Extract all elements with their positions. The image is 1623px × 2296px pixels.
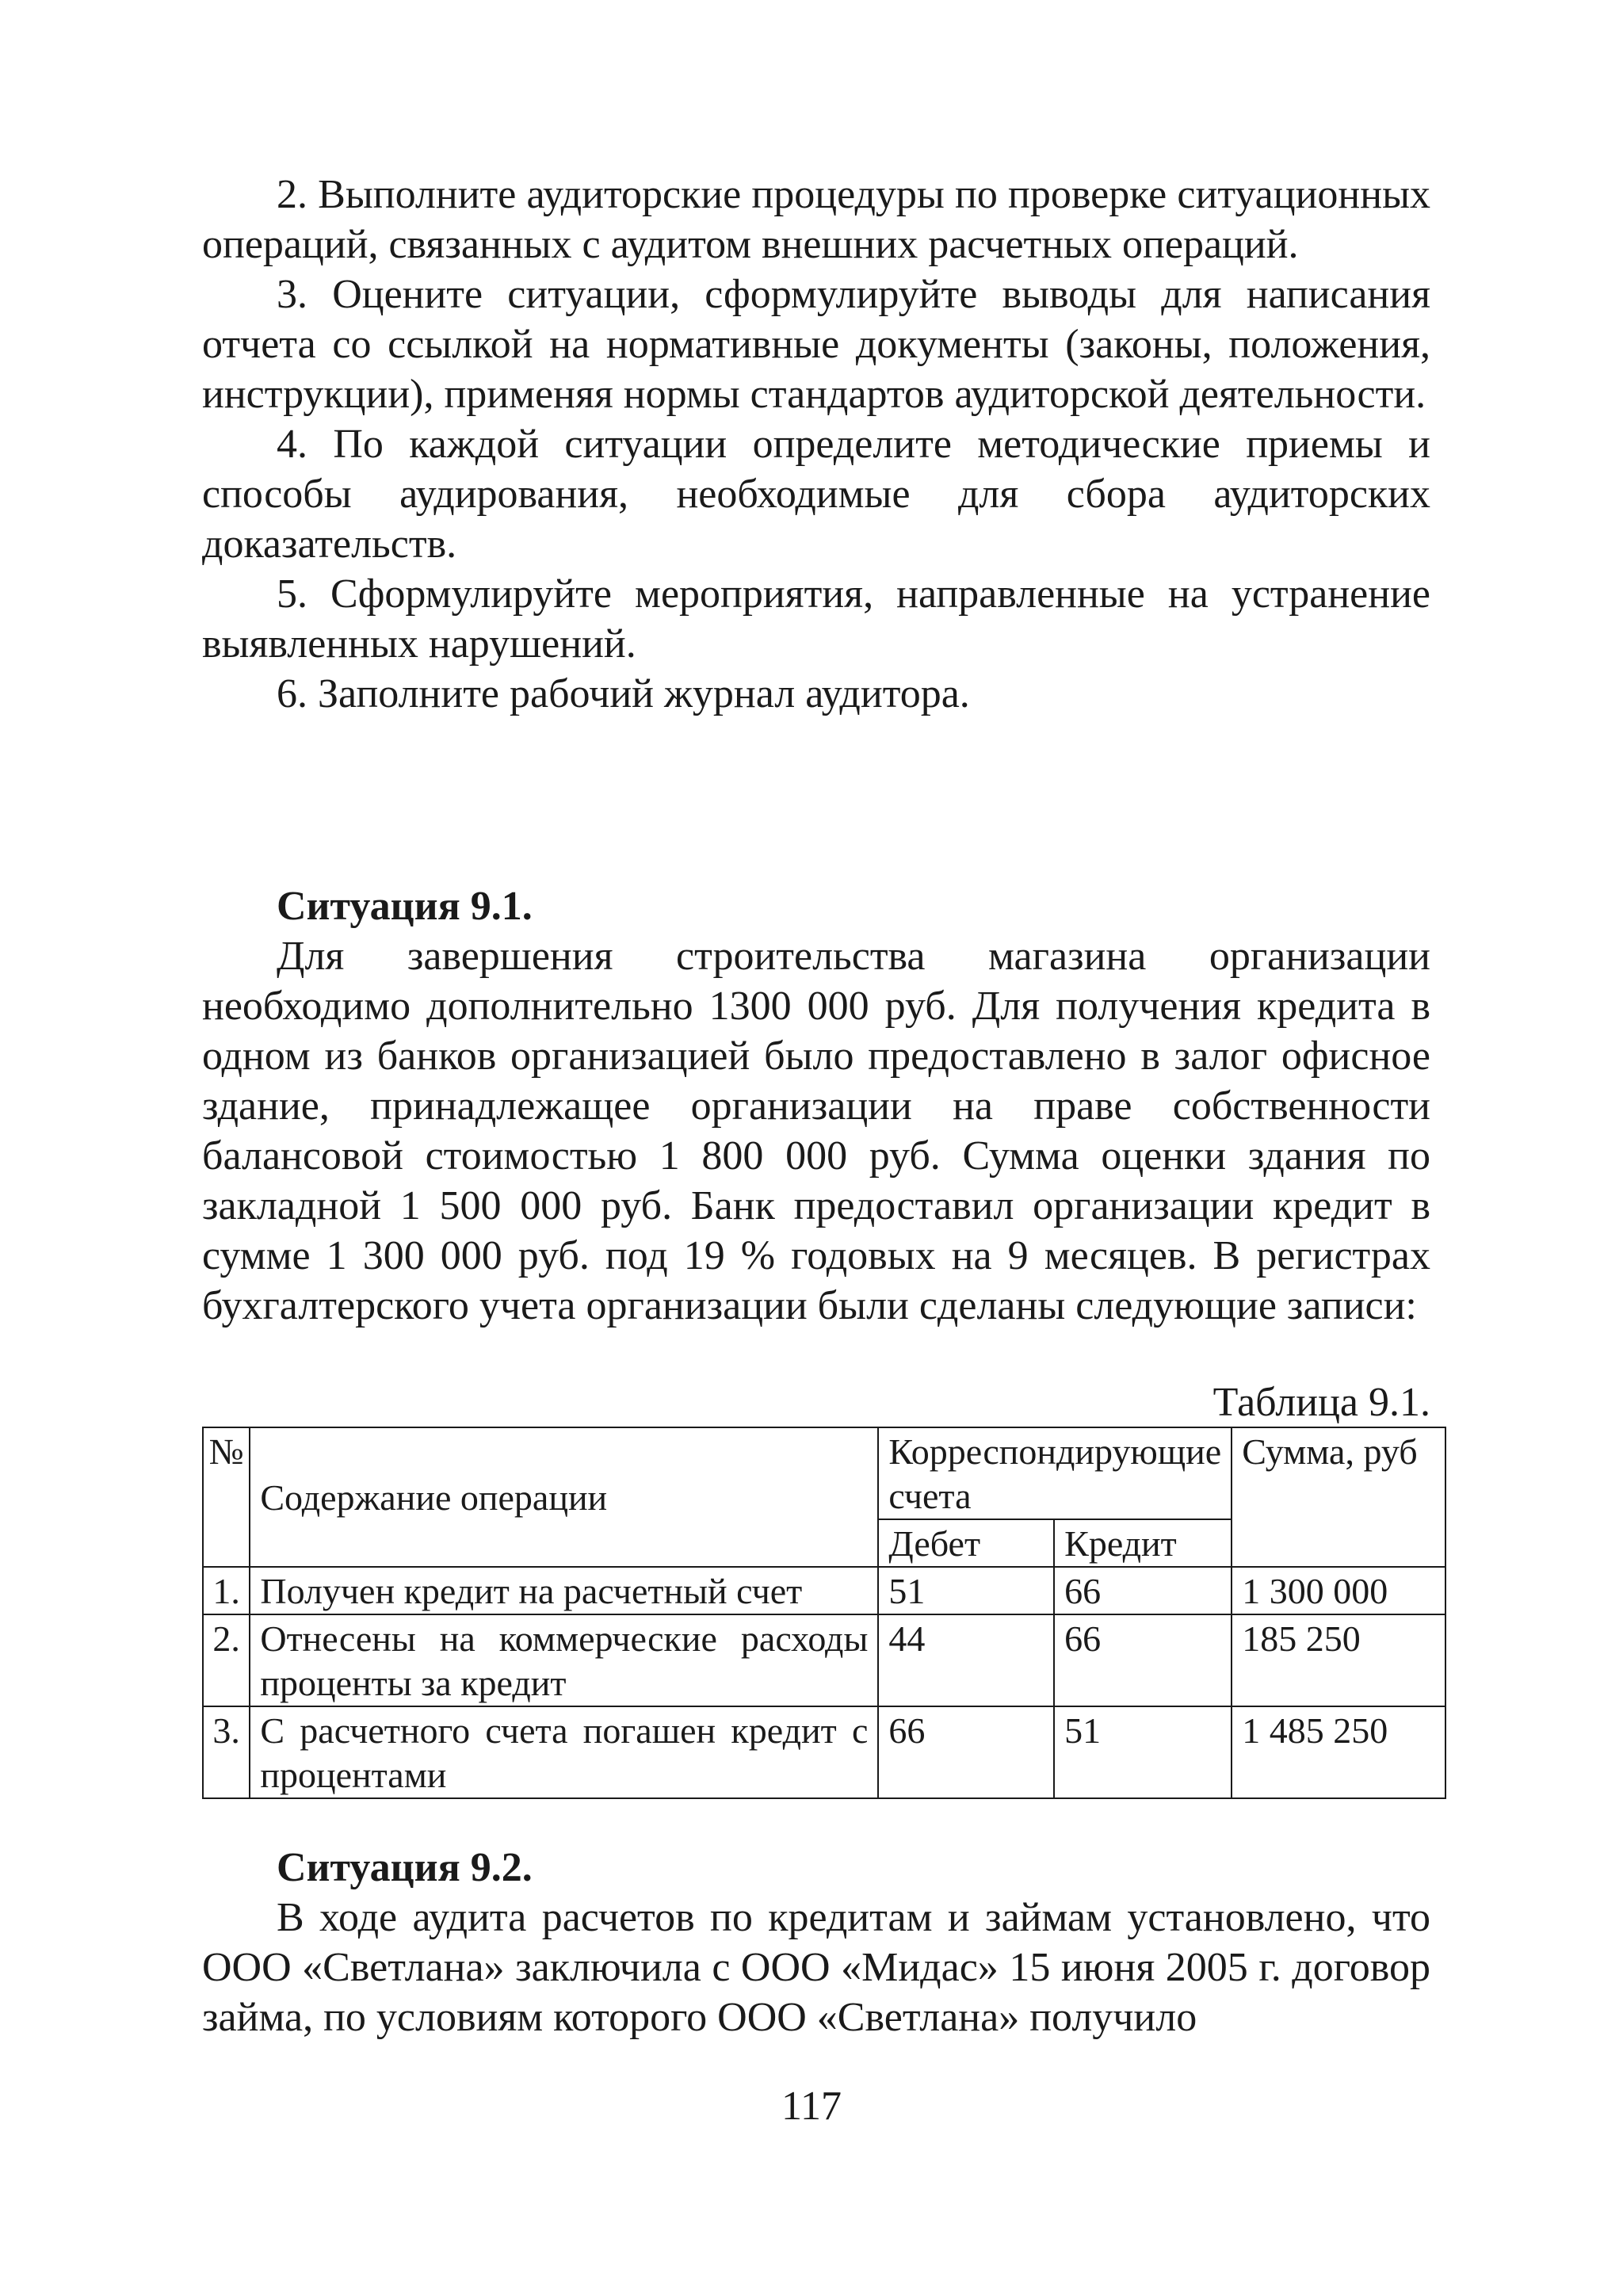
table-row — [203, 1614, 1445, 1706]
situation-2-heading: Ситуация 9.2. — [277, 1845, 533, 1890]
row-debit: 44 — [878, 1614, 1054, 1706]
row-amount: 1 300 000 — [1232, 1567, 1445, 1614]
situation-2-text: В ходе аудита расчетов по кредитам и займам установлено, что ООО «Светлана» заключила с ООО «Мидас» 15 июня 2005 г. договор займа, по условиям которого ООО «Светлана» получило — [202, 1895, 1430, 2040]
row-number: 2. — [203, 1614, 250, 1706]
situation-2-body — [202, 1893, 1430, 2042]
task-list — [202, 170, 1430, 719]
task-item-6: 6. Заполните рабочий журнал аудитора. — [277, 671, 970, 716]
row-operation: Получен кредит на расчетный счет — [250, 1567, 878, 1614]
row-debit: 51 — [878, 1567, 1054, 1614]
situation-2-heading-block — [202, 1843, 1430, 1893]
row-credit: 66 — [1054, 1567, 1232, 1614]
table-row — [203, 1706, 1445, 1798]
header-operation: Содержание операции — [250, 1427, 878, 1567]
header-amount: Сумма, руб — [1232, 1427, 1445, 1567]
table-row — [203, 1567, 1445, 1614]
header-accounts: Корреспондирующие счета — [878, 1427, 1232, 1519]
row-amount: 1 485 250 — [1232, 1706, 1445, 1798]
row-operation: Отнесены на коммерческие расходы проценты за кредит — [250, 1614, 878, 1706]
situation-1-heading-block — [202, 881, 1430, 931]
header-debit: Дебет — [878, 1519, 1054, 1567]
task-item-2: 2. Выполните аудиторские процедуры по проверке ситуационных операций, связанных с аудитом внешних расчетных операций. — [202, 172, 1430, 267]
row-operation: С расчетного счета погашен кредит с процентами — [250, 1706, 878, 1798]
row-number: 1. — [203, 1567, 250, 1614]
table-caption: Таблица 9.1. — [1212, 1380, 1430, 1425]
row-amount: 185 250 — [1232, 1614, 1445, 1706]
page-number: 117 — [781, 2084, 842, 2129]
row-credit: 66 — [1054, 1614, 1232, 1706]
header-credit: Кредит — [1054, 1519, 1232, 1567]
operations-table — [202, 1427, 1446, 1799]
task-item-3: 3. Оцените ситуации, сформулируйте выводы для написания отчета со ссылкой на нормативные документы (законы, положения, инструкции), применяя нормы стандартов аудиторской деятельности. — [202, 272, 1430, 417]
header-number: № — [203, 1427, 250, 1567]
task-item-4: 4. По каждой ситуации определите методические приемы и способы аудирования, необходимые для сбора аудиторских доказательств. — [202, 422, 1430, 567]
row-debit: 66 — [878, 1706, 1054, 1798]
task-item-5: 5. Сформулируйте мероприятия, направленные на устранение выявленных нарушений. — [202, 571, 1430, 667]
situation-1-heading: Ситуация 9.1. — [277, 884, 533, 929]
row-number: 3. — [203, 1706, 250, 1798]
table-header-row — [203, 1427, 1445, 1519]
row-credit: 51 — [1054, 1706, 1232, 1798]
situation-1-text: Для завершения строительства магазина организации необходимо дополнительно 1300 000 руб. Для получения кредита в одном из банков организацией было предоставлено в залог офисное здание, принадлежащее организации на праве собственности балансовой стоимостью 1 800 000 руб. Сумма оценки здания по закладной 1 500 000 руб. Банк предоставил организации кредит в сумме 1 300 000 руб. под 19 % годовых на 9 месяцев. В регистрах бухгалтерского учета организации были сделаны следующие записи: — [202, 934, 1430, 1328]
situation-1-body — [202, 931, 1430, 1331]
